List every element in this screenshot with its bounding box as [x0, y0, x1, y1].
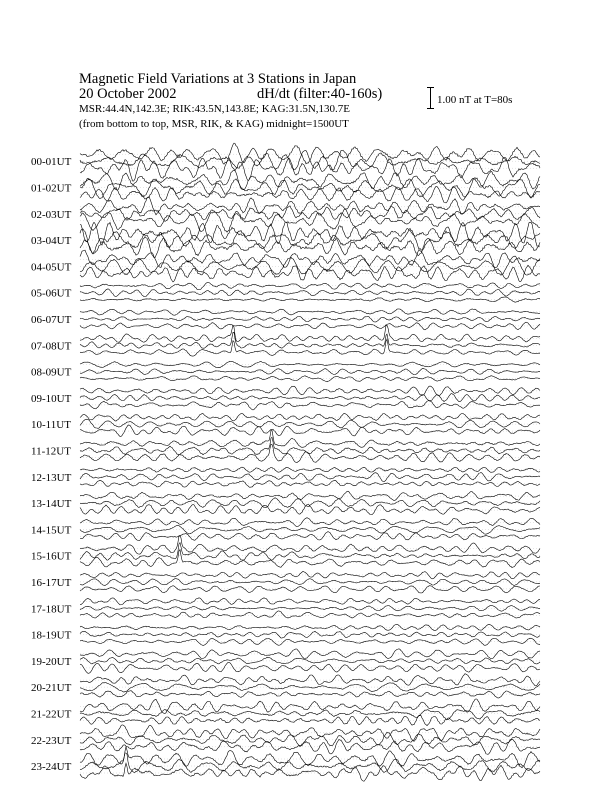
- trace-kag: [80, 325, 540, 342]
- trace-kag: [80, 430, 540, 447]
- hour-row: [31, 467, 540, 487]
- hour-row-label: 19-20UT: [31, 655, 72, 668]
- hour-row-label: 11-12UT: [31, 445, 71, 458]
- trace-kag: [80, 649, 540, 659]
- hour-row-label: 22-23UT: [31, 734, 72, 747]
- quantity-label: dH/dt (filter:40-160s): [257, 86, 383, 102]
- trace-kag: [80, 624, 540, 630]
- trace-msr: [80, 662, 540, 673]
- hour-row-label: 03-04UT: [31, 235, 72, 248]
- hour-row: [31, 571, 540, 593]
- hour-row: [31, 725, 540, 755]
- hour-row-label: 18-19UT: [31, 629, 72, 642]
- date-label: 20 October 2002: [79, 86, 177, 102]
- trace-rik: [80, 437, 540, 454]
- hour-row: [31, 674, 540, 698]
- trace-msr: [80, 425, 540, 436]
- hour-row: [31, 197, 540, 233]
- hour-row-label: 07-08UT: [31, 340, 72, 353]
- hour-row: [31, 170, 540, 203]
- trace-msr: [80, 586, 540, 593]
- trace-kag: [80, 491, 540, 500]
- trace-rik: [80, 289, 540, 297]
- stations-label: MSR:44.4N,142.3E; RIK:43.5N,143.8E; KAG:31.5N,130.7E: [79, 103, 351, 115]
- hour-row-label: 00-01UT: [31, 156, 72, 169]
- hour-row: [31, 699, 540, 726]
- hour-row-label: 05-06UT: [31, 287, 72, 300]
- hour-row-label: 08-09UT: [31, 366, 72, 379]
- hour-row: [31, 491, 540, 515]
- hour-row: [31, 282, 540, 302]
- hour-row: [31, 518, 540, 541]
- hour-row-label: 09-10UT: [31, 392, 72, 405]
- trace-rik: [80, 543, 540, 561]
- trace-kag: [80, 250, 540, 268]
- hour-row-label: 10-11UT: [31, 419, 71, 432]
- trace-msr: [80, 691, 540, 698]
- hour-row: [31, 536, 540, 568]
- hour-row: [31, 430, 540, 462]
- trace-msr: [80, 611, 540, 618]
- hour-row-label: 17-18UT: [31, 603, 72, 616]
- trace-kag: [80, 518, 540, 527]
- hour-row-label: 12-13UT: [31, 471, 72, 484]
- hour-row: [31, 250, 540, 282]
- trace-msr: [80, 550, 540, 568]
- hour-row-label: 21-22UT: [31, 708, 72, 721]
- scale-bar-label: 1.00 nT at T=80s: [437, 94, 513, 106]
- trace-rik: [80, 419, 540, 428]
- trace-rik: [80, 525, 540, 534]
- trace-msr: [80, 638, 540, 645]
- hour-row: [31, 413, 540, 436]
- hour-row-label: 16-17UT: [31, 576, 72, 589]
- trace-msr: [80, 376, 540, 382]
- trace-rik: [80, 332, 540, 348]
- hour-row: [31, 222, 540, 258]
- hour-row: [31, 325, 540, 356]
- trace-rik: [80, 316, 540, 322]
- hour-row-label: 06-07UT: [31, 313, 72, 326]
- trace-kag: [80, 674, 540, 686]
- hour-row: [31, 143, 540, 181]
- hour-row: [31, 624, 540, 645]
- hour-row-label: 14-15UT: [31, 524, 72, 537]
- trace-kag: [80, 536, 540, 555]
- trace-kag: [80, 282, 540, 289]
- trace-rik: [80, 256, 540, 275]
- trace-msr: [80, 265, 540, 282]
- hour-row: [31, 361, 540, 382]
- hour-row: [31, 309, 540, 330]
- order-note: (from bottom to top, MSR, RIK, & KAG) midnight=1500UT: [79, 118, 349, 130]
- trace-kag: [80, 170, 540, 190]
- hour-row: [31, 598, 540, 618]
- hour-row: [31, 649, 540, 674]
- hour-row-label: 15-16UT: [31, 550, 72, 563]
- trace-msr: [80, 339, 540, 356]
- trace-kag: [80, 699, 540, 714]
- hour-row-label: 01-02UT: [31, 182, 72, 195]
- trace-rik: [80, 657, 540, 664]
- hour-row-label: 13-14UT: [31, 498, 72, 511]
- hour-row-label: 02-03UT: [31, 208, 72, 221]
- trace-rik: [80, 473, 540, 482]
- hour-row-label: 20-21UT: [31, 682, 72, 695]
- trace-msr: [80, 532, 540, 541]
- hour-row: [31, 747, 540, 782]
- trace-msr: [80, 504, 540, 514]
- hour-row-label: 04-05UT: [31, 261, 72, 274]
- hour-row-label: 23-24UT: [31, 761, 72, 773]
- trace-msr: [80, 401, 540, 410]
- chart-title: Magnetic Field Variations at 3 Stations in Japan: [79, 71, 357, 87]
- hour-row: [31, 386, 540, 410]
